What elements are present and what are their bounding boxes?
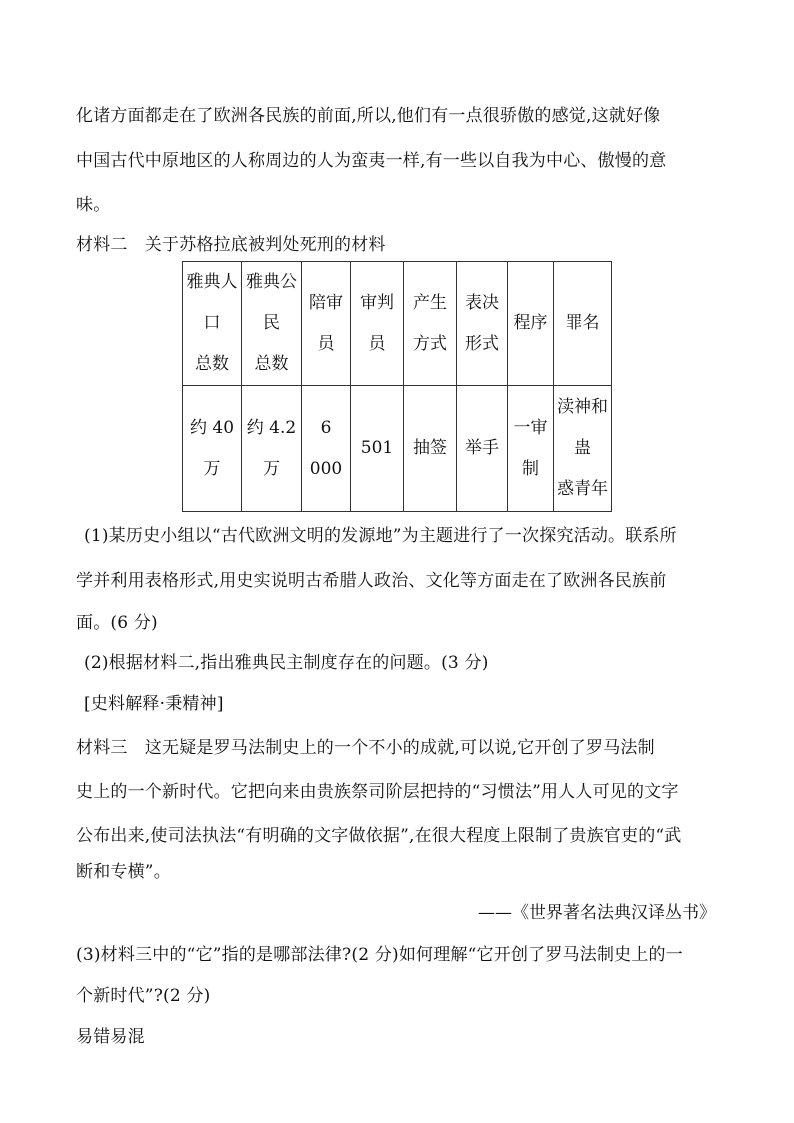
material-three-line: 史上的一个新时代。它把向来由贵族祭司阶层把持的“习惯法”用人人可见的文字	[76, 782, 679, 802]
question-2: (2)根据材料二,指出雅典民主制度存在的问题。(3 分)	[84, 653, 489, 673]
material-three-line: 公布出来,使司法执法“有明确的文字做依据”,在很大程度上限制了贵族官吏的“武	[76, 826, 682, 846]
material-two-title: 材料二 关于苏格拉底被判处死刑的材料	[76, 235, 386, 255]
table-header-cell: 罪名	[554, 262, 612, 386]
table-header-cell: 表决 形式	[457, 262, 508, 386]
question-3-line: (3)材料三中的“它”指的是哪部法律?(2 分)如何理解“它开创了罗马法制史上的一	[76, 945, 683, 965]
source-citation: ——《世界著名法典汉译丛书》	[478, 903, 716, 923]
table-cell: 约 40 万	[183, 386, 242, 512]
table-cell: 约 4.2 万	[242, 386, 302, 512]
table-cell: 501	[351, 386, 404, 512]
table-header-cell: 雅典人 口 总数	[183, 262, 242, 386]
table-header-cell: 审判 员	[351, 262, 404, 386]
table-cell: 一审 制	[508, 386, 554, 512]
question-1-line: (1)某历史小组以“古代欧洲文明的发源地”为主题进行了一次探究活动。联系所	[84, 526, 677, 546]
table-row	[183, 386, 612, 512]
material-three-line: 断和专横”。	[76, 862, 171, 882]
footer-heading: 易错易混	[76, 1027, 145, 1047]
question-1-line: 面。(6 分)	[76, 613, 158, 633]
table-header-cell: 陪审 员	[302, 262, 351, 386]
socrates-trial-table	[182, 261, 612, 512]
material-three-line: 材料三 这无疑是罗马法制史上的一个不小的成就,可以说,它开创了罗马法制	[76, 738, 655, 758]
question-1-line: 学并利用表格形式,用史实说明古希腊人政治、文化等方面走在了欧洲各民族前	[76, 571, 667, 591]
text-line: 味。	[76, 195, 111, 215]
text-line: 中国古代中原地区的人称周边的人为蛮夷一样,有一些以自我为中心、傲慢的意	[76, 151, 667, 171]
table-header-cell: 程序	[508, 262, 554, 386]
table-cell: 6 000	[302, 386, 351, 512]
table-cell: 举手	[457, 386, 508, 512]
table-header-cell: 雅典公 民 总数	[242, 262, 302, 386]
table-cell: 渎神和 蛊 惑青年	[554, 386, 612, 512]
section-heading: [史料解释·秉精神]	[84, 694, 224, 714]
text-line: 化诸方面都走在了欧洲各民族的前面,所以,他们有一点很骄傲的感觉,这就好像	[76, 106, 661, 126]
question-3-line: 个新时代”?(2 分)	[76, 986, 211, 1006]
table-cell: 抽签	[404, 386, 457, 512]
table-header-row	[183, 262, 612, 386]
table-header-cell: 产生 方式	[404, 262, 457, 386]
